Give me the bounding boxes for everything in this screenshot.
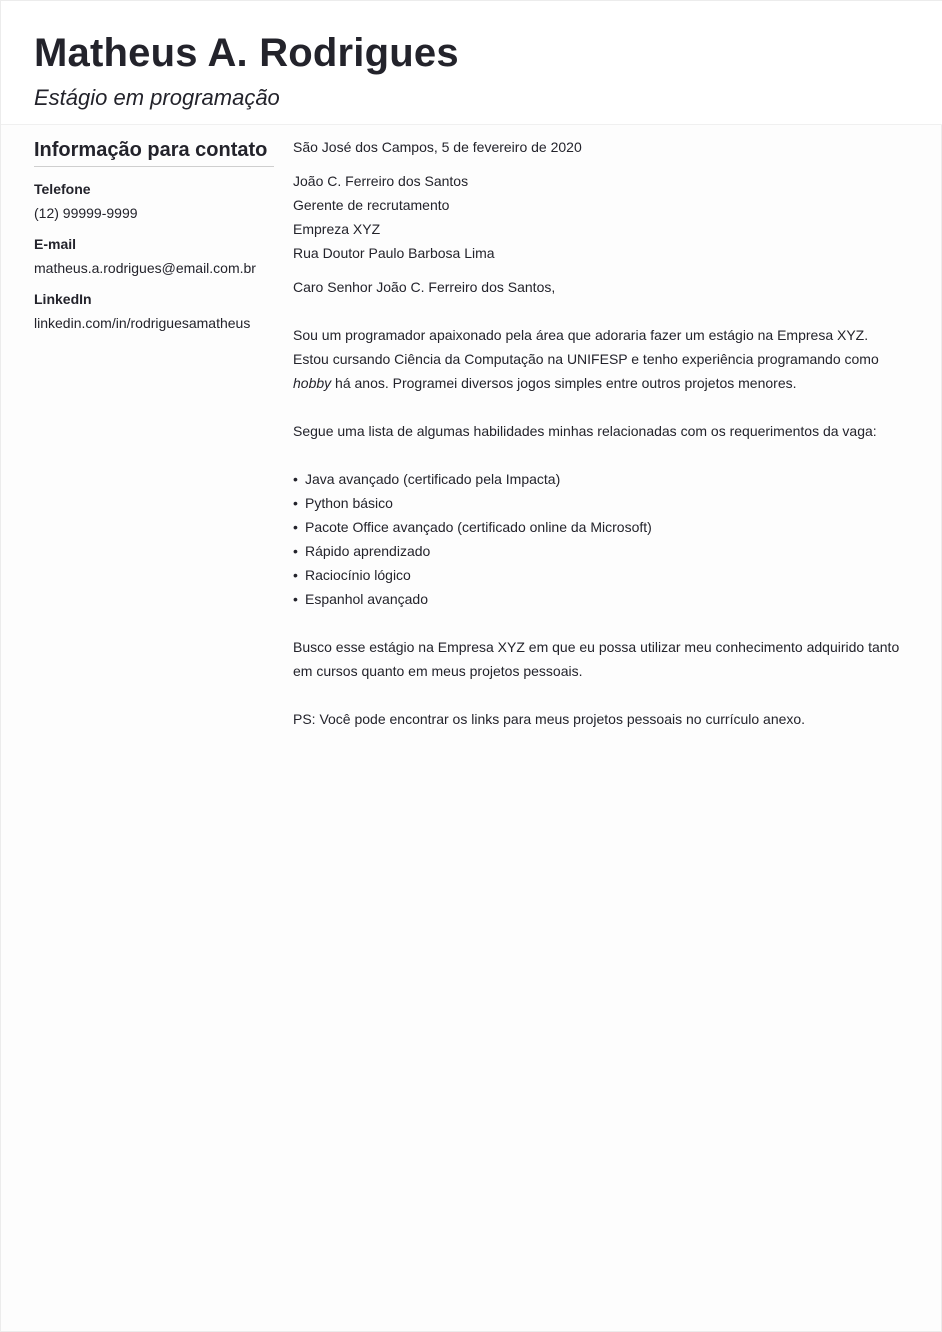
recipient-title: Gerente de recrutamento bbox=[293, 197, 450, 213]
paragraph-intro bbox=[293, 323, 903, 395]
bullet-icon: • bbox=[293, 591, 298, 607]
list-item bbox=[293, 467, 903, 491]
phone-value: (12) 99999-9999 bbox=[34, 205, 138, 221]
paragraph-intro-emphasis: hobby bbox=[293, 375, 332, 391]
list-item bbox=[293, 587, 903, 611]
recipient-company: Empreza XYZ bbox=[293, 221, 381, 237]
skill-text: Python básico bbox=[305, 495, 393, 511]
email-value: matheus.a.rodrigues@email.com.br bbox=[34, 260, 256, 276]
email-label: E-mail bbox=[34, 236, 77, 252]
linkedin-label: LinkedIn bbox=[34, 291, 92, 307]
contact-sidebar bbox=[34, 139, 274, 332]
paragraph-closing: Busco esse estágio na Empresa XYZ em que eu possa utilizar meu conhecimento adquirido tanto em cursos quanto em meus projetos pessoais. bbox=[293, 639, 900, 679]
skill-text: Pacote Office avançado (certificado online da Microsoft) bbox=[305, 519, 652, 535]
letter-date: São José dos Campos, 5 de fevereiro de 2020 bbox=[293, 139, 582, 155]
list-item bbox=[293, 539, 903, 563]
linkedin-value: linkedin.com/in/rodriguesamatheus bbox=[34, 315, 251, 331]
skill-text: Espanhol avançado bbox=[305, 591, 428, 607]
contact-section-title: Informação para contato bbox=[34, 139, 274, 167]
skills-list bbox=[293, 467, 903, 611]
paragraph-skills-intro: Segue uma lista de algumas habilidades minhas relacionadas com os requerimentos da vaga: bbox=[293, 423, 877, 439]
recipient-name: João C. Ferreiro dos Santos bbox=[293, 173, 469, 189]
postscript: PS: Você pode encontrar os links para meus projetos pessoais no currículo anexo. bbox=[293, 711, 806, 727]
job-objective: Estágio em programação bbox=[34, 85, 280, 110]
recipient-block bbox=[293, 169, 903, 265]
recipient-address: Rua Doutor Paulo Barbosa Lima bbox=[293, 245, 495, 261]
bullet-icon: • bbox=[293, 471, 298, 487]
resume-header bbox=[1, 1, 942, 125]
salutation: Caro Senhor João C. Ferreiro dos Santos, bbox=[293, 279, 556, 295]
list-item bbox=[293, 491, 903, 515]
phone-label: Telefone bbox=[34, 181, 91, 197]
skill-text: Rápido aprendizado bbox=[305, 543, 431, 559]
list-item bbox=[293, 515, 903, 539]
bullet-icon: • bbox=[293, 543, 298, 559]
bullet-icon: • bbox=[293, 567, 298, 583]
skill-text: Java avançado (certificado pela Impacta) bbox=[305, 471, 561, 487]
applicant-name: Matheus A. Rodrigues bbox=[34, 31, 459, 75]
paragraph-intro-part1: Sou um programador apaixonado pela área que adoraria fazer um estágio na Empresa XYZ. Estou cursando Ciência da Computação na UNIFESP e tenho experiência programando como bbox=[293, 327, 879, 367]
skill-text: Raciocínio lógico bbox=[305, 567, 411, 583]
bullet-icon: • bbox=[293, 519, 298, 535]
paragraph-intro-part2: há anos. Programei diversos jogos simples entre outros projetos menores. bbox=[331, 375, 797, 391]
list-item bbox=[293, 563, 903, 587]
cover-letter-body bbox=[293, 135, 903, 731]
bullet-icon: • bbox=[293, 495, 298, 511]
